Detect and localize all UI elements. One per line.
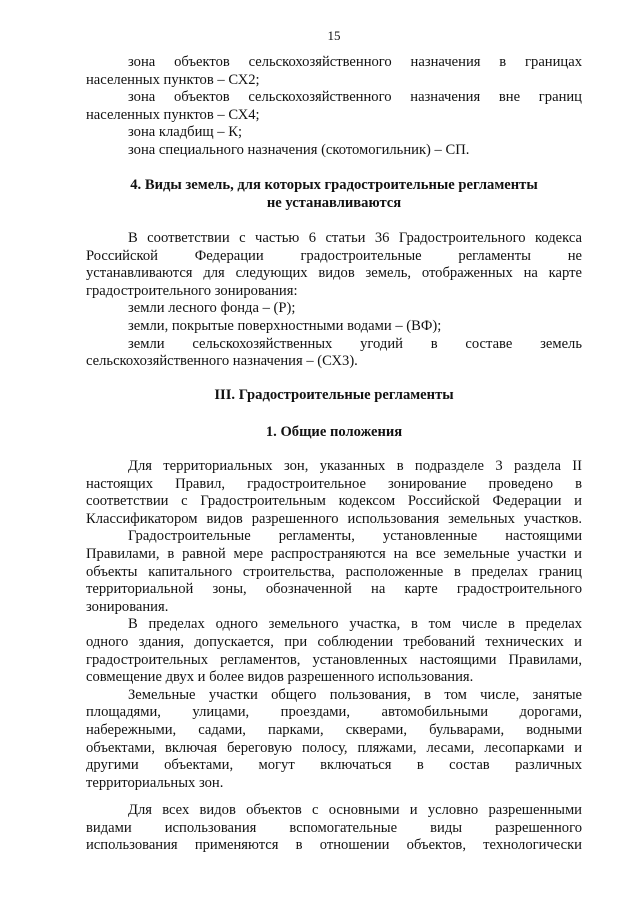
heading-line: 4. Виды земель, для которых градостроительные регламенты xyxy=(130,177,538,193)
text-line: Российской Федерации градостроительные регламенты не xyxy=(86,247,582,264)
text-line: В соответствии с частью 6 статьи 36 Градостроительного кодекса xyxy=(128,230,582,246)
general-provisions xyxy=(86,458,582,855)
text-line: Градостроительные регламенты, установленные настоящими xyxy=(128,528,582,545)
text-line: земли сельскохозяйственных угодий в составе земель xyxy=(128,335,582,352)
page-number: 15 xyxy=(327,28,341,43)
text-line: зона кладбищ – К; xyxy=(128,124,243,141)
text-line: территориальной зоны, обозначенной на карте градостроительного xyxy=(86,581,582,598)
zone-list xyxy=(86,54,582,160)
text-line: градостроительных регламентов, установленных настоящими Правилами, xyxy=(86,651,582,668)
text-line: Земельные участки общего пользования, в том числе, занятые xyxy=(128,686,582,703)
text-line: одного здания, допускается, при соблюдении требований технических и xyxy=(86,633,582,650)
text-line: Для территориальных зон, указанных в подразделе 3 раздела II xyxy=(128,458,582,474)
text-line: территориальных зон. xyxy=(86,774,224,791)
text-line: В пределах одного земельного участка, в том числе в пределах xyxy=(128,616,582,633)
text-line: объектами, включая береговую полосу, пляжами, лесами, лесопарками и xyxy=(86,739,582,756)
text-line: сельскохозяйственного назначения – (СХ3). xyxy=(86,353,358,370)
text-line: зона объектов сельскохозяйственного назначения в границах xyxy=(128,54,582,70)
text-line: настоящих Правил, градостроительное зонирование проведено в xyxy=(86,475,582,492)
text-line: видами использования вспомогательные виды разрешенного xyxy=(86,819,582,836)
text-line: населенных пунктов – СХ2; xyxy=(86,71,260,88)
subsection-heading: 1. Общие положения xyxy=(265,424,403,440)
text-line: градостроительного зонирования: xyxy=(86,282,298,299)
text-line: другими объектами, могут включаться в состав различных xyxy=(86,757,582,774)
text-line: зонирования. xyxy=(86,598,169,615)
text-line: земли лесного фонда – (Р); xyxy=(128,300,296,317)
chapter-heading: III. Градостроительные регламенты xyxy=(214,387,454,403)
text-line: земли, покрытые поверхностными водами – (ВФ); xyxy=(128,317,442,334)
text-line: площадями, улицами, проездами, автомобильными дорогами, xyxy=(86,704,582,721)
text-line: набережными, садами, парками, скверами, бульварами, водными xyxy=(86,721,582,738)
land-types-paragraph xyxy=(86,230,582,371)
section-heading xyxy=(86,177,582,212)
text-line: совмещение двух и более видов разрешенного использования. xyxy=(86,669,474,686)
text-line: зона объектов сельскохозяйственного назначения вне границ xyxy=(128,89,582,106)
text-line: устанавливаются для следующих видов земель, отображенных на карте xyxy=(86,265,582,282)
text-line: Для всех видов объектов с основными и условно разрешенными xyxy=(128,802,582,819)
text-line: населенных пунктов – СХ4; xyxy=(86,106,260,123)
text-line: использования применяются в отношении объектов, технологически xyxy=(86,837,582,854)
text-line: Правилами, в равной мере распространяются на все земельные участки и xyxy=(86,545,582,562)
text-line: соответствии с Градостроительным кодексом Российской Федерации и xyxy=(86,493,582,510)
heading-line: не устанавливаются xyxy=(266,194,402,211)
text-line: Классификатором видов разрешенного использования земельных участков. xyxy=(86,510,582,527)
text-line: зона специального назначения (скотомогильник) – СП. xyxy=(128,141,470,158)
text-line: объекты капитального строительства, расположенные в пределах границ xyxy=(86,563,582,580)
